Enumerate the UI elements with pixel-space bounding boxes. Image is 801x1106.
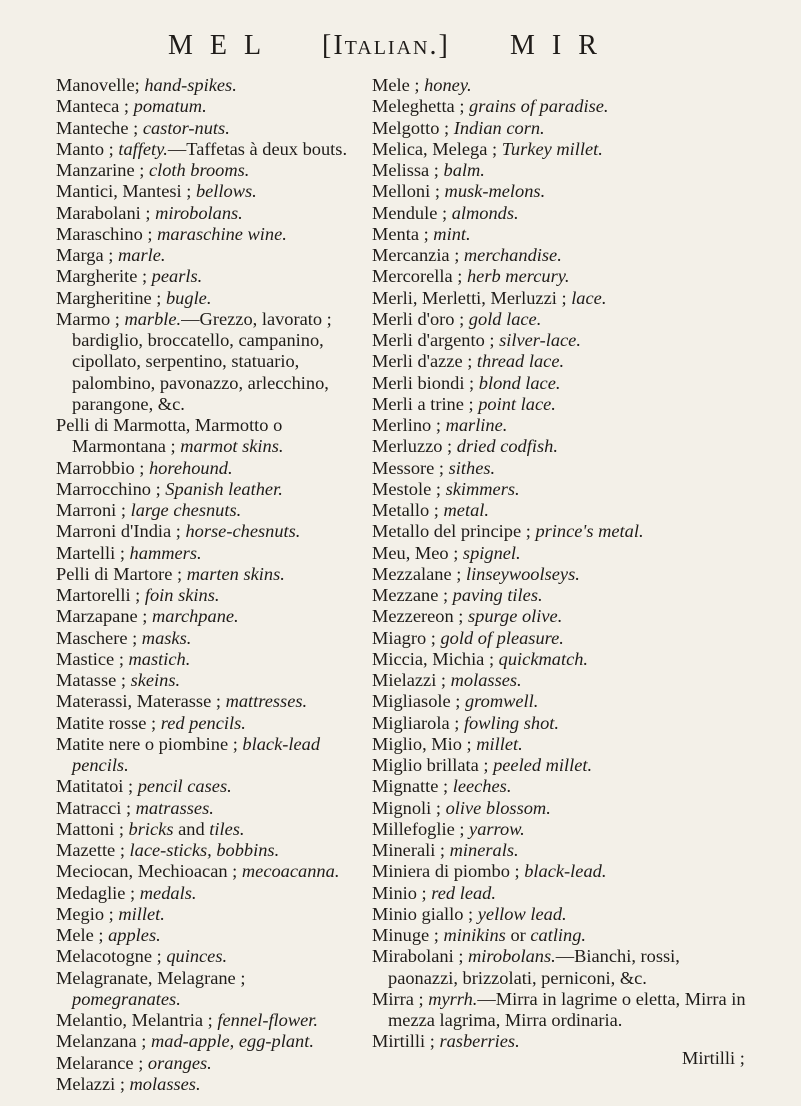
- entry-headword: Merli, Merletti, Merluzzi ;: [372, 287, 572, 308]
- entry-headword: Matitatoi ;: [56, 776, 138, 797]
- dictionary-entry: [372, 946, 754, 989]
- entry-translation: yarrow.: [469, 818, 525, 839]
- dictionary-entry: [372, 245, 754, 266]
- entry-headword: Mestole ;: [372, 478, 446, 499]
- entry-translation: marble.: [124, 308, 182, 329]
- entry-translation: Indian corn.: [453, 117, 545, 138]
- header-language: [Italian.]: [322, 30, 450, 61]
- entry-headword: Maschere ;: [56, 627, 142, 648]
- entry-translation: peeled millet.: [493, 755, 593, 775]
- entry-translation: bugle.: [165, 287, 212, 308]
- right-column: [372, 75, 754, 1053]
- dictionary-entry: [372, 96, 754, 117]
- entry-headword: Meu, Meo ;: [372, 542, 463, 563]
- dictionary-entry: [56, 904, 356, 925]
- dictionary-entry: [372, 394, 754, 415]
- entry-headword: Mirra ;: [372, 988, 429, 1009]
- dictionary-entry: [372, 883, 754, 904]
- dictionary-entry: [372, 181, 754, 202]
- dictionary-entry: [372, 755, 754, 776]
- entry-headword: Miglio, Mio ;: [372, 733, 477, 754]
- entry-translation: cloth brooms.: [148, 160, 250, 180]
- entry-translation: honey.: [424, 75, 472, 95]
- entry-translation: taffety.: [118, 138, 168, 159]
- entry-translation: horse-chesnuts.: [185, 521, 301, 542]
- entry-translation: spignel.: [462, 542, 521, 563]
- entry-translation: spurge olive.: [468, 606, 563, 627]
- dictionary-entry: [56, 564, 356, 585]
- entry-headword: Millefoglie ;: [372, 818, 470, 839]
- dictionary-entry: [372, 670, 754, 691]
- entry-translation: dried codfish.: [456, 436, 558, 457]
- entry-headword: Mirabolani ;: [372, 946, 469, 967]
- dictionary-entry: [372, 139, 754, 160]
- dictionary-entry: [56, 713, 356, 734]
- dictionary-entry: [372, 776, 754, 797]
- entry-translation: Turkey millet.: [501, 138, 603, 159]
- entry-headword: Mignatte ;: [372, 776, 453, 797]
- entry-headword: Matracci ;: [56, 797, 136, 818]
- entry-headword: Manto ;: [56, 138, 119, 159]
- dictionary-entry: [372, 606, 754, 627]
- dictionary-entry: [372, 351, 754, 372]
- entry-translation: metal.: [443, 500, 489, 520]
- dictionary-entry: [56, 245, 356, 266]
- entry-headword: Meciocan, Mechioacan ;: [56, 861, 242, 882]
- entry-translation: blond lace.: [478, 372, 561, 393]
- entry-headword: Merli biondi ;: [372, 372, 479, 393]
- running-header: [0, 30, 801, 70]
- dictionary-entry: [56, 96, 356, 117]
- dictionary-entry: [372, 160, 754, 181]
- entry-translation: sithes.: [448, 457, 496, 478]
- entry-translation: silver-lace.: [499, 330, 581, 350]
- entry-translation: foin skins.: [144, 585, 220, 605]
- dictionary-entry: [372, 288, 754, 309]
- entry-translation: rasberries.: [439, 1031, 520, 1052]
- entry-headword: Manovelle;: [56, 75, 145, 95]
- entry-translation: red pencils.: [160, 712, 246, 733]
- entry-note: —Grezzo, lavorato ; bardiglio, broccatello, campanino, cipollato, serpentino, statuario, palombino, pavonazzo, arlecchino, parangone, &c.: [72, 308, 332, 414]
- entry-headword: Mele ;: [372, 75, 425, 95]
- entry-headword: Miniera di piombo ;: [372, 861, 525, 882]
- entry-translation: lace.: [571, 287, 607, 308]
- entry-headword: Merli a trine ;: [372, 393, 479, 414]
- dictionary-entry: [56, 925, 356, 946]
- dictionary-entry: [372, 628, 754, 649]
- entry-headword: Mendule ;: [372, 202, 452, 223]
- left-column: [56, 75, 356, 1095]
- entry-translation: oranges.: [147, 1052, 212, 1073]
- entry-translation: hand-spikes.: [144, 75, 237, 95]
- dictionary-entry: [56, 1031, 356, 1052]
- entry-translation: skimmers.: [445, 478, 520, 499]
- entry-headword: Melazzi ;: [56, 1073, 130, 1094]
- entry-note: or: [505, 925, 531, 945]
- dictionary-entry: [372, 309, 754, 330]
- entry-translation: castor-nuts.: [142, 117, 230, 138]
- dictionary-entry: [56, 691, 356, 712]
- dictionary-entry: [372, 840, 754, 861]
- dictionary-entry: [372, 713, 754, 734]
- dictionary-entry: [372, 75, 754, 96]
- entry-headword: Merlino ;: [372, 415, 446, 435]
- entry-translation: pearls.: [151, 266, 203, 287]
- dictionary-entry: [56, 585, 356, 606]
- entry-translation: mint.: [433, 223, 471, 244]
- entry-translation: matrasses.: [135, 797, 214, 818]
- entry-headword: Mirtilli ;: [372, 1031, 440, 1052]
- entry-translation: leeches.: [452, 776, 512, 797]
- entry-translation: merchandise.: [463, 245, 562, 265]
- entry-translation: maraschine wine.: [157, 223, 287, 244]
- dictionary-entry: [372, 479, 754, 500]
- entry-translation: pencil cases.: [137, 776, 232, 797]
- entry-headword: Melanzana ;: [56, 1031, 151, 1052]
- dictionary-entry: [56, 160, 356, 181]
- dictionary-entry: [56, 861, 356, 882]
- entry-headword: Mezzereon ;: [372, 606, 468, 627]
- dictionary-entry: [372, 458, 754, 479]
- entry-headword: Metallo ;: [372, 500, 444, 520]
- entry-headword: Merli d'argento ;: [372, 330, 500, 350]
- entry-translation: red lead.: [431, 882, 496, 903]
- entry-headword: Mazette ;: [56, 840, 130, 860]
- entry-headword: Migliarola ;: [372, 712, 464, 733]
- dictionary-entry: [56, 670, 356, 691]
- entry-translation: fennel-flower.: [217, 1010, 319, 1030]
- entry-translation: prince's metal.: [535, 521, 644, 542]
- entry-translation: molasses.: [129, 1073, 201, 1094]
- entry-headword: Mielazzi ;: [372, 670, 451, 690]
- entry-headword: Mezzane ;: [372, 585, 453, 605]
- entry-translation: linseywoolseys.: [465, 563, 580, 584]
- entry-headword: Marabolani ;: [56, 202, 156, 223]
- catchword: Mirtilli ;: [682, 1048, 745, 1068]
- dictionary-entry: [372, 564, 754, 585]
- dictionary-entry: [56, 543, 356, 564]
- dictionary-entry: [372, 543, 754, 564]
- dictionary-entry: [372, 861, 754, 882]
- entry-translation: mastich.: [128, 648, 191, 669]
- entry-headword: Marroni ;: [56, 500, 131, 520]
- dictionary-entry: [372, 904, 754, 925]
- entry-headword: Marga ;: [56, 245, 118, 265]
- dictionary-entry: [372, 224, 754, 245]
- entry-headword: Megio ;: [56, 903, 119, 924]
- entry-headword: Minerali ;: [372, 840, 450, 860]
- entry-headword: Messore ;: [372, 457, 449, 478]
- entry-headword: Metallo del principe ;: [372, 521, 536, 542]
- entry-headword: Miagro ;: [372, 627, 441, 648]
- dictionary-entry: [56, 309, 356, 415]
- entry-headword: Merluzzo ;: [372, 436, 457, 457]
- entry-headword: Marroni d'India ;: [56, 521, 186, 542]
- entry-translation: molasses.: [450, 670, 522, 690]
- entry-translation: horehound.: [148, 457, 233, 478]
- entry-headword: Manteca ;: [56, 96, 134, 117]
- entry-headword: Manteche ;: [56, 117, 143, 138]
- dictionary-entry: [372, 521, 754, 542]
- entry-translation: medals.: [139, 882, 197, 903]
- dictionary-entry: [56, 75, 356, 96]
- entry-headword: Melloni ;: [372, 181, 445, 202]
- dictionary-entry: [372, 691, 754, 712]
- dictionary-entry: [56, 288, 356, 309]
- entry-headword: Merli d'oro ;: [372, 308, 469, 329]
- entry-headword: Matite rosse ;: [56, 712, 161, 733]
- dictionary-entry: [56, 500, 356, 521]
- entry-translation: gold lace.: [468, 308, 542, 329]
- entry-translation: mecoacanna.: [241, 861, 340, 882]
- entry-translation: Spanish leather.: [165, 478, 283, 499]
- entry-translation: minerals.: [449, 840, 519, 860]
- entry-translation: fowling shot.: [463, 712, 559, 733]
- dictionary-entry: [372, 798, 754, 819]
- dictionary-entry: [56, 415, 356, 458]
- entry-headword: Matite nere o piombine ;: [56, 733, 243, 754]
- dictionary-entry: [56, 479, 356, 500]
- entry-translation: marmot skins.: [180, 436, 284, 457]
- entry-note: —Mirra in lagrime o eletta, Mirra in mezza lagrima, Mirra ordinaria.: [388, 988, 746, 1030]
- entry-headword: Medaglie ;: [56, 882, 140, 903]
- dictionary-entry: [56, 628, 356, 649]
- entry-headword: Melagranate, Melagrane ;: [56, 967, 246, 988]
- entry-headword: Minio ;: [372, 882, 432, 903]
- entry-headword: Mignoli ;: [372, 797, 446, 818]
- dictionary-entry: [56, 1074, 356, 1095]
- entry-translation: lace-sticks, bobbins.: [129, 840, 280, 860]
- entry-headword: Melacotogne ;: [56, 946, 167, 967]
- entry-headword: Mele ;: [56, 925, 109, 945]
- dictionary-entry: [56, 649, 356, 670]
- entry-headword: Manzarine ;: [56, 160, 149, 180]
- dictionary-entry: [372, 373, 754, 394]
- dictionary-entry: [372, 500, 754, 521]
- dictionary-entry: [372, 649, 754, 670]
- entry-headword: Marrobbio ;: [56, 457, 149, 478]
- entry-headword: Pelli di Marmotta, Marmotto o Marmontana ;: [56, 415, 283, 457]
- entry-translation: grains of paradise.: [469, 96, 609, 117]
- dictionary-entry: [56, 181, 356, 202]
- entry-headword: Melgotto ;: [372, 117, 454, 138]
- entry-translation: millet.: [476, 733, 523, 754]
- dictionary-entry: [372, 330, 754, 351]
- entry-headword: Martelli ;: [56, 542, 130, 563]
- dictionary-entry: [372, 819, 754, 840]
- entry-translation: thread lace.: [476, 351, 565, 372]
- entry-translation: olive blossom.: [445, 797, 551, 818]
- entry-translation: paving tiles.: [452, 585, 543, 605]
- entry-translation: balm.: [443, 160, 485, 180]
- entry-headword: Margherite ;: [56, 266, 152, 287]
- entry-headword: Martorelli ;: [56, 585, 145, 605]
- dictionary-entry: [56, 1053, 356, 1074]
- dictionary-entry: [372, 436, 754, 457]
- entry-translation: marchpane.: [152, 606, 239, 627]
- entry-translation: apples.: [108, 925, 161, 945]
- entry-headword: Melissa ;: [372, 160, 444, 180]
- entry-translation: bellows.: [195, 181, 257, 202]
- dictionary-entry: [56, 883, 356, 904]
- entry-headword: Materassi, Materasse ;: [56, 691, 226, 712]
- entry-note: and: [173, 818, 210, 839]
- dictionary-entry: [56, 118, 356, 139]
- entry-headword: Melantio, Melantria ;: [56, 1010, 218, 1030]
- header-right-guide: M I R: [510, 30, 602, 61]
- entry-translation: masks.: [141, 627, 192, 648]
- entry-headword: Margheritine ;: [56, 287, 166, 308]
- entry-headword: Marrocchino ;: [56, 478, 166, 499]
- entry-translation: point lace.: [478, 393, 556, 414]
- entry-headword: Mezzalane ;: [372, 563, 466, 584]
- entry-translation: marten skins.: [186, 563, 285, 584]
- dictionary-entry: [56, 819, 356, 840]
- entry-translation: millet.: [118, 903, 165, 924]
- dictionary-entry: [56, 1010, 356, 1031]
- entry-headword: Migliasole ;: [372, 691, 465, 712]
- entry-translation: black-lead pencils.: [72, 733, 321, 775]
- entry-translation: quinces.: [166, 946, 228, 967]
- entry-translation-alt: tiles.: [209, 818, 245, 839]
- dictionary-entry: [56, 798, 356, 819]
- entry-headword: Miglio brillata ;: [372, 755, 494, 775]
- entry-translation: black-lead.: [524, 861, 607, 882]
- header-left-guide: M E L: [168, 30, 267, 61]
- entry-headword: Marmo ;: [56, 308, 125, 329]
- entry-headword: Maraschino ;: [56, 223, 158, 244]
- entry-translation: yellow lead.: [477, 903, 567, 924]
- dictionary-entry: [372, 585, 754, 606]
- entry-translation: herb mercury.: [466, 266, 570, 287]
- entry-headword: Melarance ;: [56, 1052, 148, 1073]
- entry-translation: bricks: [128, 818, 174, 839]
- dictionary-entry: [372, 415, 754, 436]
- entry-translation: mattresses.: [225, 691, 308, 712]
- entry-headword: Merli d'azze ;: [372, 351, 477, 372]
- entry-headword: Marzapane ;: [56, 606, 152, 627]
- entry-translation: mad-apple, egg-plant.: [150, 1031, 314, 1052]
- dictionary-entry: [56, 946, 356, 967]
- dictionary-entry: [372, 118, 754, 139]
- dictionary-entry: [56, 139, 356, 160]
- entry-headword: Menta ;: [372, 223, 434, 244]
- entry-translation: marle.: [117, 245, 166, 265]
- entry-headword: Mattoni ;: [56, 818, 129, 839]
- dictionary-entry: [372, 734, 754, 755]
- entry-headword: Meleghetta ;: [372, 96, 470, 117]
- entry-headword: Miccia, Michia ;: [372, 648, 499, 669]
- entry-headword: Melica, Melega ;: [372, 138, 502, 159]
- dictionary-entry: [372, 203, 754, 224]
- dictionary-entry: [56, 266, 356, 287]
- dictionary-entry: [56, 776, 356, 797]
- entry-note: —Taffetas à deux bouts.: [167, 138, 348, 159]
- entry-translation: minikins: [443, 925, 506, 945]
- entry-headword: Matasse ;: [56, 670, 131, 690]
- entry-translation: mirobolans.: [468, 946, 556, 967]
- dictionary-entry: [56, 734, 356, 777]
- dictionary-entry: [56, 521, 356, 542]
- entry-translation: pomegranates.: [72, 988, 181, 1009]
- entry-translation: large chesnuts.: [130, 500, 242, 520]
- entry-translation: pomatum.: [133, 96, 207, 117]
- entry-headword: Mastice ;: [56, 648, 129, 669]
- dictionary-entry: [56, 224, 356, 245]
- dictionary-entry: [56, 840, 356, 861]
- entry-translation: skeins.: [130, 670, 181, 690]
- entry-translation: musk-melons.: [444, 181, 546, 202]
- dictionary-entry: [372, 989, 754, 1032]
- entry-headword: Mercanzia ;: [372, 245, 464, 265]
- entry-translation: marline.: [445, 415, 508, 435]
- dictionary-entry: [56, 968, 356, 1011]
- entry-headword: Mercorella ;: [372, 266, 467, 287]
- dictionary-entry: [56, 203, 356, 224]
- entry-translation: myrrh.: [428, 988, 478, 1009]
- entry-translation: gromwell.: [464, 691, 539, 712]
- dictionary-entry: [56, 458, 356, 479]
- entry-translation: quickmatch.: [498, 648, 589, 669]
- entry-headword: Mantici, Mantesi ;: [56, 181, 196, 202]
- entry-translation-alt: catling.: [530, 925, 587, 945]
- entry-translation: gold of pleasure.: [440, 627, 564, 648]
- dictionary-entry: [372, 266, 754, 287]
- dictionary-entry: [56, 606, 356, 627]
- entry-note: —Bianchi, rossi, paonazzi, brizzolati, perniconi, &c.: [388, 946, 680, 988]
- entry-translation: mirobolans.: [155, 202, 243, 223]
- entry-headword: Pelli di Martore ;: [56, 563, 187, 584]
- entry-headword: Minio giallo ;: [372, 903, 478, 924]
- entry-translation: almonds.: [451, 202, 519, 223]
- entry-headword: Minuge ;: [372, 925, 444, 945]
- dictionary-entry: [372, 925, 754, 946]
- entry-translation: hammers.: [129, 542, 202, 563]
